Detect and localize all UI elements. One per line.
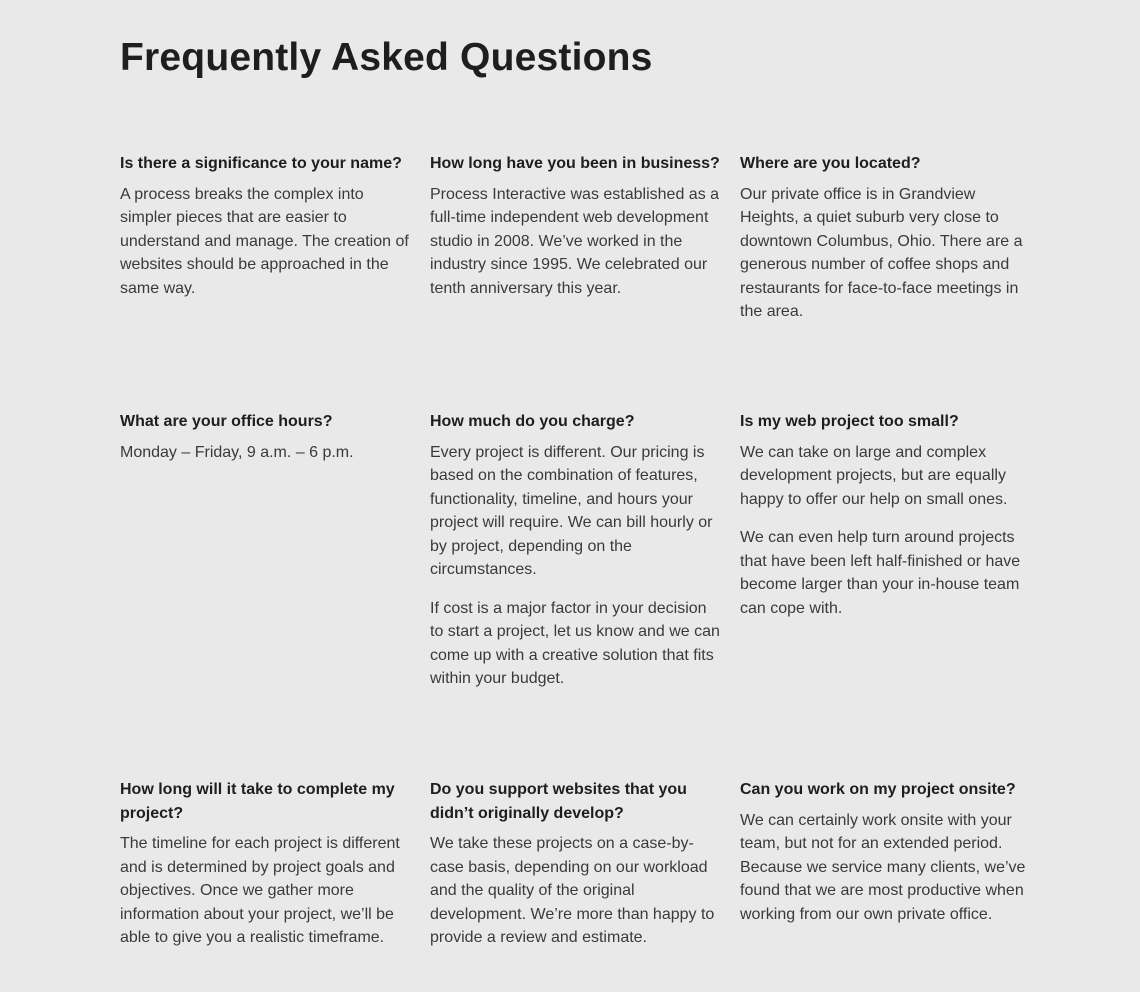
faq-answer: Our private office is in Grandview Heights, a quiet suburb very close to downtown Columbus, Ohio. There are a generous number of coffee shops and restaurants for face-to-face meetings in the area. — [740, 185, 1023, 320]
faq-question: How long will it take to complete my project? — [120, 781, 395, 822]
faq-question: Is my web project too small? — [740, 413, 959, 430]
faq-question: Do you support websites that you didn’t originally develop? — [430, 781, 687, 822]
faq-item-pricing — [430, 410, 720, 691]
faq-item-office-hours — [120, 410, 410, 464]
faq-question: What are your office hours? — [120, 413, 333, 430]
faq-item-name-significance — [120, 152, 410, 300]
faq-item-onsite-work — [740, 778, 1030, 926]
faq-item-project-size — [740, 410, 1030, 620]
faq-answer: We can certainly work onsite with your team, but not for an extended period. Because we service many clients, we’ve found that we are most productive when working from our own private office. — [740, 811, 1026, 923]
faq-question: Is there a significance to your name? — [120, 155, 402, 172]
faq-question: How long have you been in business? — [430, 155, 720, 172]
faq-item-timeline — [120, 778, 410, 950]
faq-answer: The timeline for each project is different and is determined by project goals and objectives. Once we gather more information about your project, we’ll be able to give you a realistic timeframe. — [120, 835, 400, 946]
faq-answer: If cost is a major factor in your decision to start a project, let us know and we can come up with a creative solution that fits within your budget. — [430, 599, 720, 687]
faq-answer: A process breaks the complex into simpler pieces that are easier to understand and manage. The creation of websites should be approached in the same way. — [120, 185, 409, 297]
faq-answer: Process Interactive was established as a full-time independent web development studio in 2008. We’ve worked in the industry since 1995. We celebrated our tenth anniversary this year. — [430, 185, 720, 297]
faq-item-location — [740, 152, 1030, 324]
faq-question: How much do you charge? — [430, 413, 635, 430]
faq-answer: Monday – Friday, 9 a.m. – 6 p.m. — [120, 443, 354, 461]
faq-answer: We take these projects on a case-by-case basis, depending on our workload and the quality of the original development. We’re more than happy to provide a review and estimate. — [430, 835, 715, 946]
faq-item-external-support — [430, 778, 720, 950]
faq-question: Where are you located? — [740, 155, 921, 172]
faq-answer: We can take on large and complex development projects, but are equally happy to offer our help on small ones. — [740, 443, 1008, 508]
page-title: Frequently Asked Questions — [120, 36, 653, 79]
faq-answer: Every project is different. Our pricing is based on the combination of features, functionality, timeline, and hours your project will require. We can bill hourly or by project, depending on the circumstances. — [430, 443, 713, 578]
faq-answer: We can even help turn around projects that have been left half-finished or have become larger than your in-house team can cope with. — [740, 529, 1021, 617]
faq-item-business-duration — [430, 152, 720, 300]
faq-question: Can you work on my project onsite? — [740, 781, 1016, 798]
